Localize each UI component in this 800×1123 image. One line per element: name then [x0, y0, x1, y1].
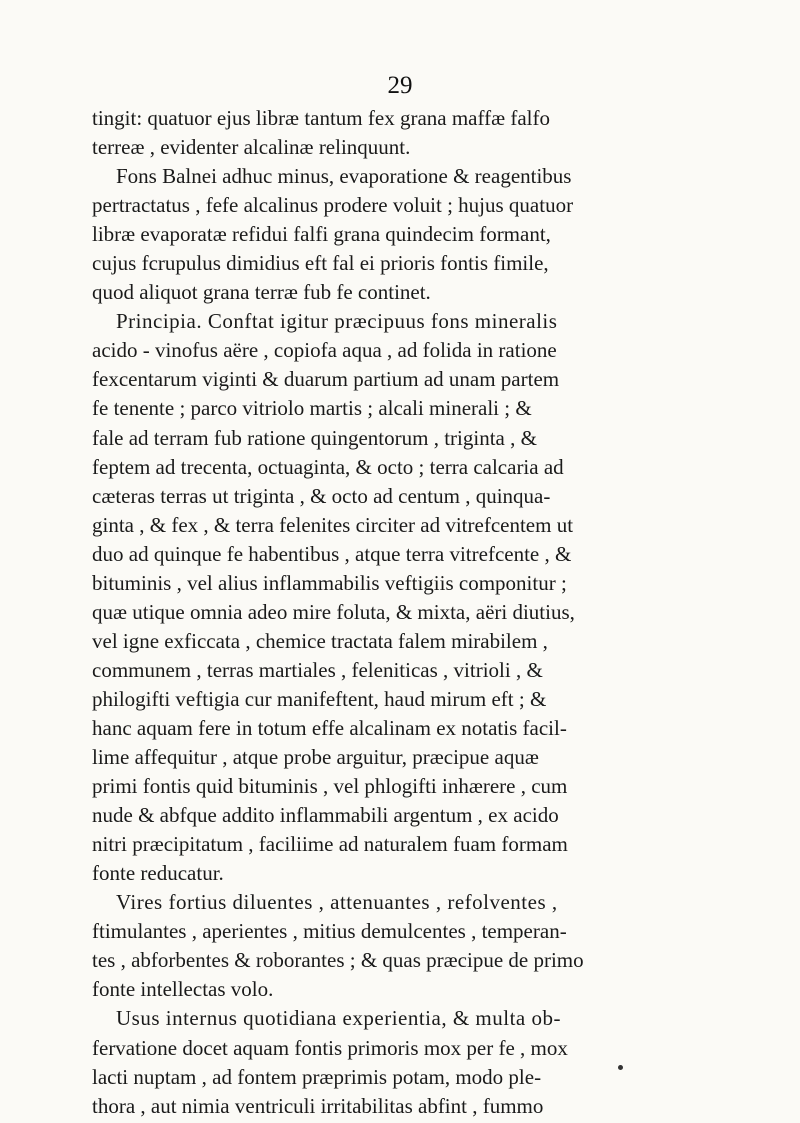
text-line: vel igne exficcata , chemice tractata falem mirabilem ,	[92, 628, 548, 653]
text-line: cæteras terras ut triginta , & octo ad centum , quinqua-	[92, 483, 551, 508]
text-line: ftimulantes , aperientes , mitius demulcentes , temperan-	[92, 919, 567, 944]
text-line: philogifti veftigia cur manifeftent, haud mirum eft ; &	[92, 686, 547, 711]
text-line: acido - vinofus aëre , copiofa aqua , ad folida in ratione	[92, 338, 557, 363]
text-line: fexcentarum viginti & duarum partium ad unam partem	[92, 367, 560, 392]
text-line: fonte intellectas volo.	[92, 977, 274, 1002]
ink-speck	[618, 1065, 623, 1070]
text-line: fervatione docet aquam fontis primoris mox per fe , mox	[92, 1035, 568, 1060]
text-line: feptem ad trecenta, octuaginta, & octo ; terra calcaria ad	[92, 454, 564, 479]
text-line: lacti nuptam , ad fontem præprimis potam, modo ple-	[92, 1064, 542, 1089]
paragraph-start-fons-balnei: Fons Balnei adhuc minus, evaporatione & reagentibus	[116, 164, 572, 189]
body-text	[92, 104, 709, 1121]
paragraph-start-vires: Vires fortius diluentes , attenuantes , refolventes ,	[116, 890, 558, 915]
text-line: fale ad terram fub ratione quingentorum , triginta , &	[92, 425, 537, 450]
text-line: tes , abforbentes & roborantes ; & quas præcipue de primo	[92, 948, 584, 973]
text-line: lime affequitur , atque probe arguitur, præcipue aquæ	[92, 745, 539, 770]
text-line: nitri præcipitatum , faciliime ad naturalem fuam formam	[92, 832, 568, 857]
text-line: quod aliquot grana terræ fub fe continet.	[92, 280, 431, 305]
page-number: 29	[387, 72, 413, 99]
text-line: bituminis , vel alius inflammabilis veftigiis componitur ;	[92, 570, 567, 595]
text-line: duo ad quinque fe habentibus , atque terra vitrefcente , &	[92, 541, 572, 566]
text-line: fonte reducatur.	[92, 861, 224, 886]
text-line: hanc aquam fere in totum effe alcalinam ex notatis facil-	[92, 715, 567, 740]
text-line: tingit: quatuor ejus libræ tantum fex grana maffæ falfo	[92, 106, 551, 130]
text-line: communem , terras martiales , feleniticas , vitrioli , &	[92, 657, 543, 682]
text-line: thora , aut nimia ventriculi irritabilitas abfint , fummo	[92, 1093, 544, 1118]
text-line: pertractatus , fefe alcalinus prodere voluit ; hujus quatuor	[92, 193, 574, 218]
text-line: terreæ , evidenter alcalinæ relinquunt.	[92, 135, 411, 160]
text-line: libræ evaporatæ refidui falfi grana quindecim formant,	[92, 222, 551, 247]
text-line: primi fontis quid bituminis , vel phlogifti inhærere , cum	[92, 774, 568, 799]
text-line: fe tenente ; parco vitriolo martis ; alcali minerali ; &	[92, 396, 532, 421]
text-line: cujus fcrupulus dimidius eft fal ei prioris fontis fimile,	[92, 251, 549, 276]
paragraph-start-principia: Principia. Conftat igitur præcipuus fons mineralis	[116, 309, 558, 334]
paragraph-start-usus: Usus internus quotidiana experientia, & multa ob-	[116, 1006, 561, 1031]
text-line: nude & abfque addito inflammabili argentum , ex acido	[92, 803, 559, 828]
text-line: ginta , & fex , & terra felenites circiter ad vitrefcentem ut	[92, 512, 574, 537]
text-line: quæ utique omnia adeo mire foluta, & mixta, aëri diutius,	[92, 599, 575, 624]
